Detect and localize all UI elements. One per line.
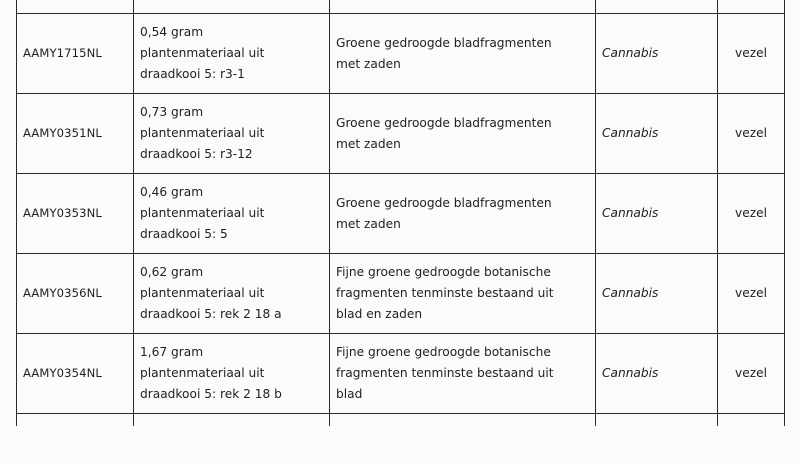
sample-code-cell: AAMY0351NL [17, 94, 134, 174]
material-line: 0,73 gram [140, 105, 204, 119]
table-row-partial-bottom [17, 414, 785, 427]
material-line: draadkooi 5: 5 [140, 227, 228, 241]
material-line: plantenmateriaal uit [140, 366, 265, 380]
table-row [17, 254, 785, 334]
material-line: 0,46 gram [140, 185, 204, 199]
species-cell: Cannabis [596, 94, 718, 174]
material-line: plantenmateriaal uit [140, 286, 265, 300]
sample-code-cell: AAMY0356NL [17, 254, 134, 334]
sample-code-cell: AAMY0354NL [17, 334, 134, 414]
material-line: draadkooi 5: r3-1 [140, 67, 245, 81]
description-line: blad en zaden [336, 307, 423, 321]
description-line: met zaden [336, 216, 401, 231]
description-line: Groene gedroogde bladfragmenten [336, 195, 552, 210]
evidence-table [16, 0, 785, 426]
description-line: Fijne groene gedroogde botanische [336, 265, 551, 279]
material-cell [134, 94, 330, 174]
material-cell [134, 254, 330, 334]
type-cell: vezel [718, 94, 785, 174]
description-cell [330, 334, 596, 414]
sample-code-cell: AAMY0353NL [17, 174, 134, 254]
species-cell: Cannabis [596, 14, 718, 94]
material-cell [134, 14, 330, 94]
type-cell: vezel [718, 174, 785, 254]
material-line: plantenmateriaal uit [140, 206, 265, 220]
material-line: plantenmateriaal uit [140, 126, 265, 140]
type-cell: vezel [718, 334, 785, 414]
material-cell [134, 334, 330, 414]
description-cell [330, 14, 596, 94]
type-cell: vezel [718, 14, 785, 94]
species-cell: Cannabis [596, 334, 718, 414]
table-row [17, 94, 785, 174]
table-row [17, 14, 785, 94]
material-cell [134, 174, 330, 254]
description-cell [330, 94, 596, 174]
description-line: Fijne groene gedroogde botanische [336, 345, 551, 359]
type-cell: vezel [718, 254, 785, 334]
description-line: Groene gedroogde bladfragmenten [336, 35, 552, 50]
table-row [17, 334, 785, 414]
description-line: Groene gedroogde bladfragmenten [336, 115, 552, 130]
description-cell [330, 174, 596, 254]
description-line: met zaden [336, 56, 401, 71]
description-line: met zaden [336, 136, 401, 151]
species-cell: Cannabis [596, 254, 718, 334]
material-line: draadkooi 5: rek 2 18 a [140, 307, 282, 321]
description-line: fragmenten tenminste bestaand uit [336, 366, 554, 380]
description-cell [330, 254, 596, 334]
material-line: draadkooi 5: r3-12 [140, 147, 253, 161]
table-row [17, 174, 785, 254]
description-line: fragmenten tenminste bestaand uit [336, 286, 554, 300]
material-line: 0,54 gram [140, 25, 204, 39]
material-line: draadkooi 5: rek 2 18 b [140, 387, 282, 401]
material-line: 1,67 gram [140, 345, 204, 359]
description-line: blad [336, 387, 363, 401]
material-line: plantenmateriaal uit [140, 46, 265, 60]
table-row-partial-top [17, 0, 785, 14]
sample-code-cell: AAMY1715NL [17, 14, 134, 94]
species-cell: Cannabis [596, 174, 718, 254]
material-line: 0,62 gram [140, 265, 204, 279]
